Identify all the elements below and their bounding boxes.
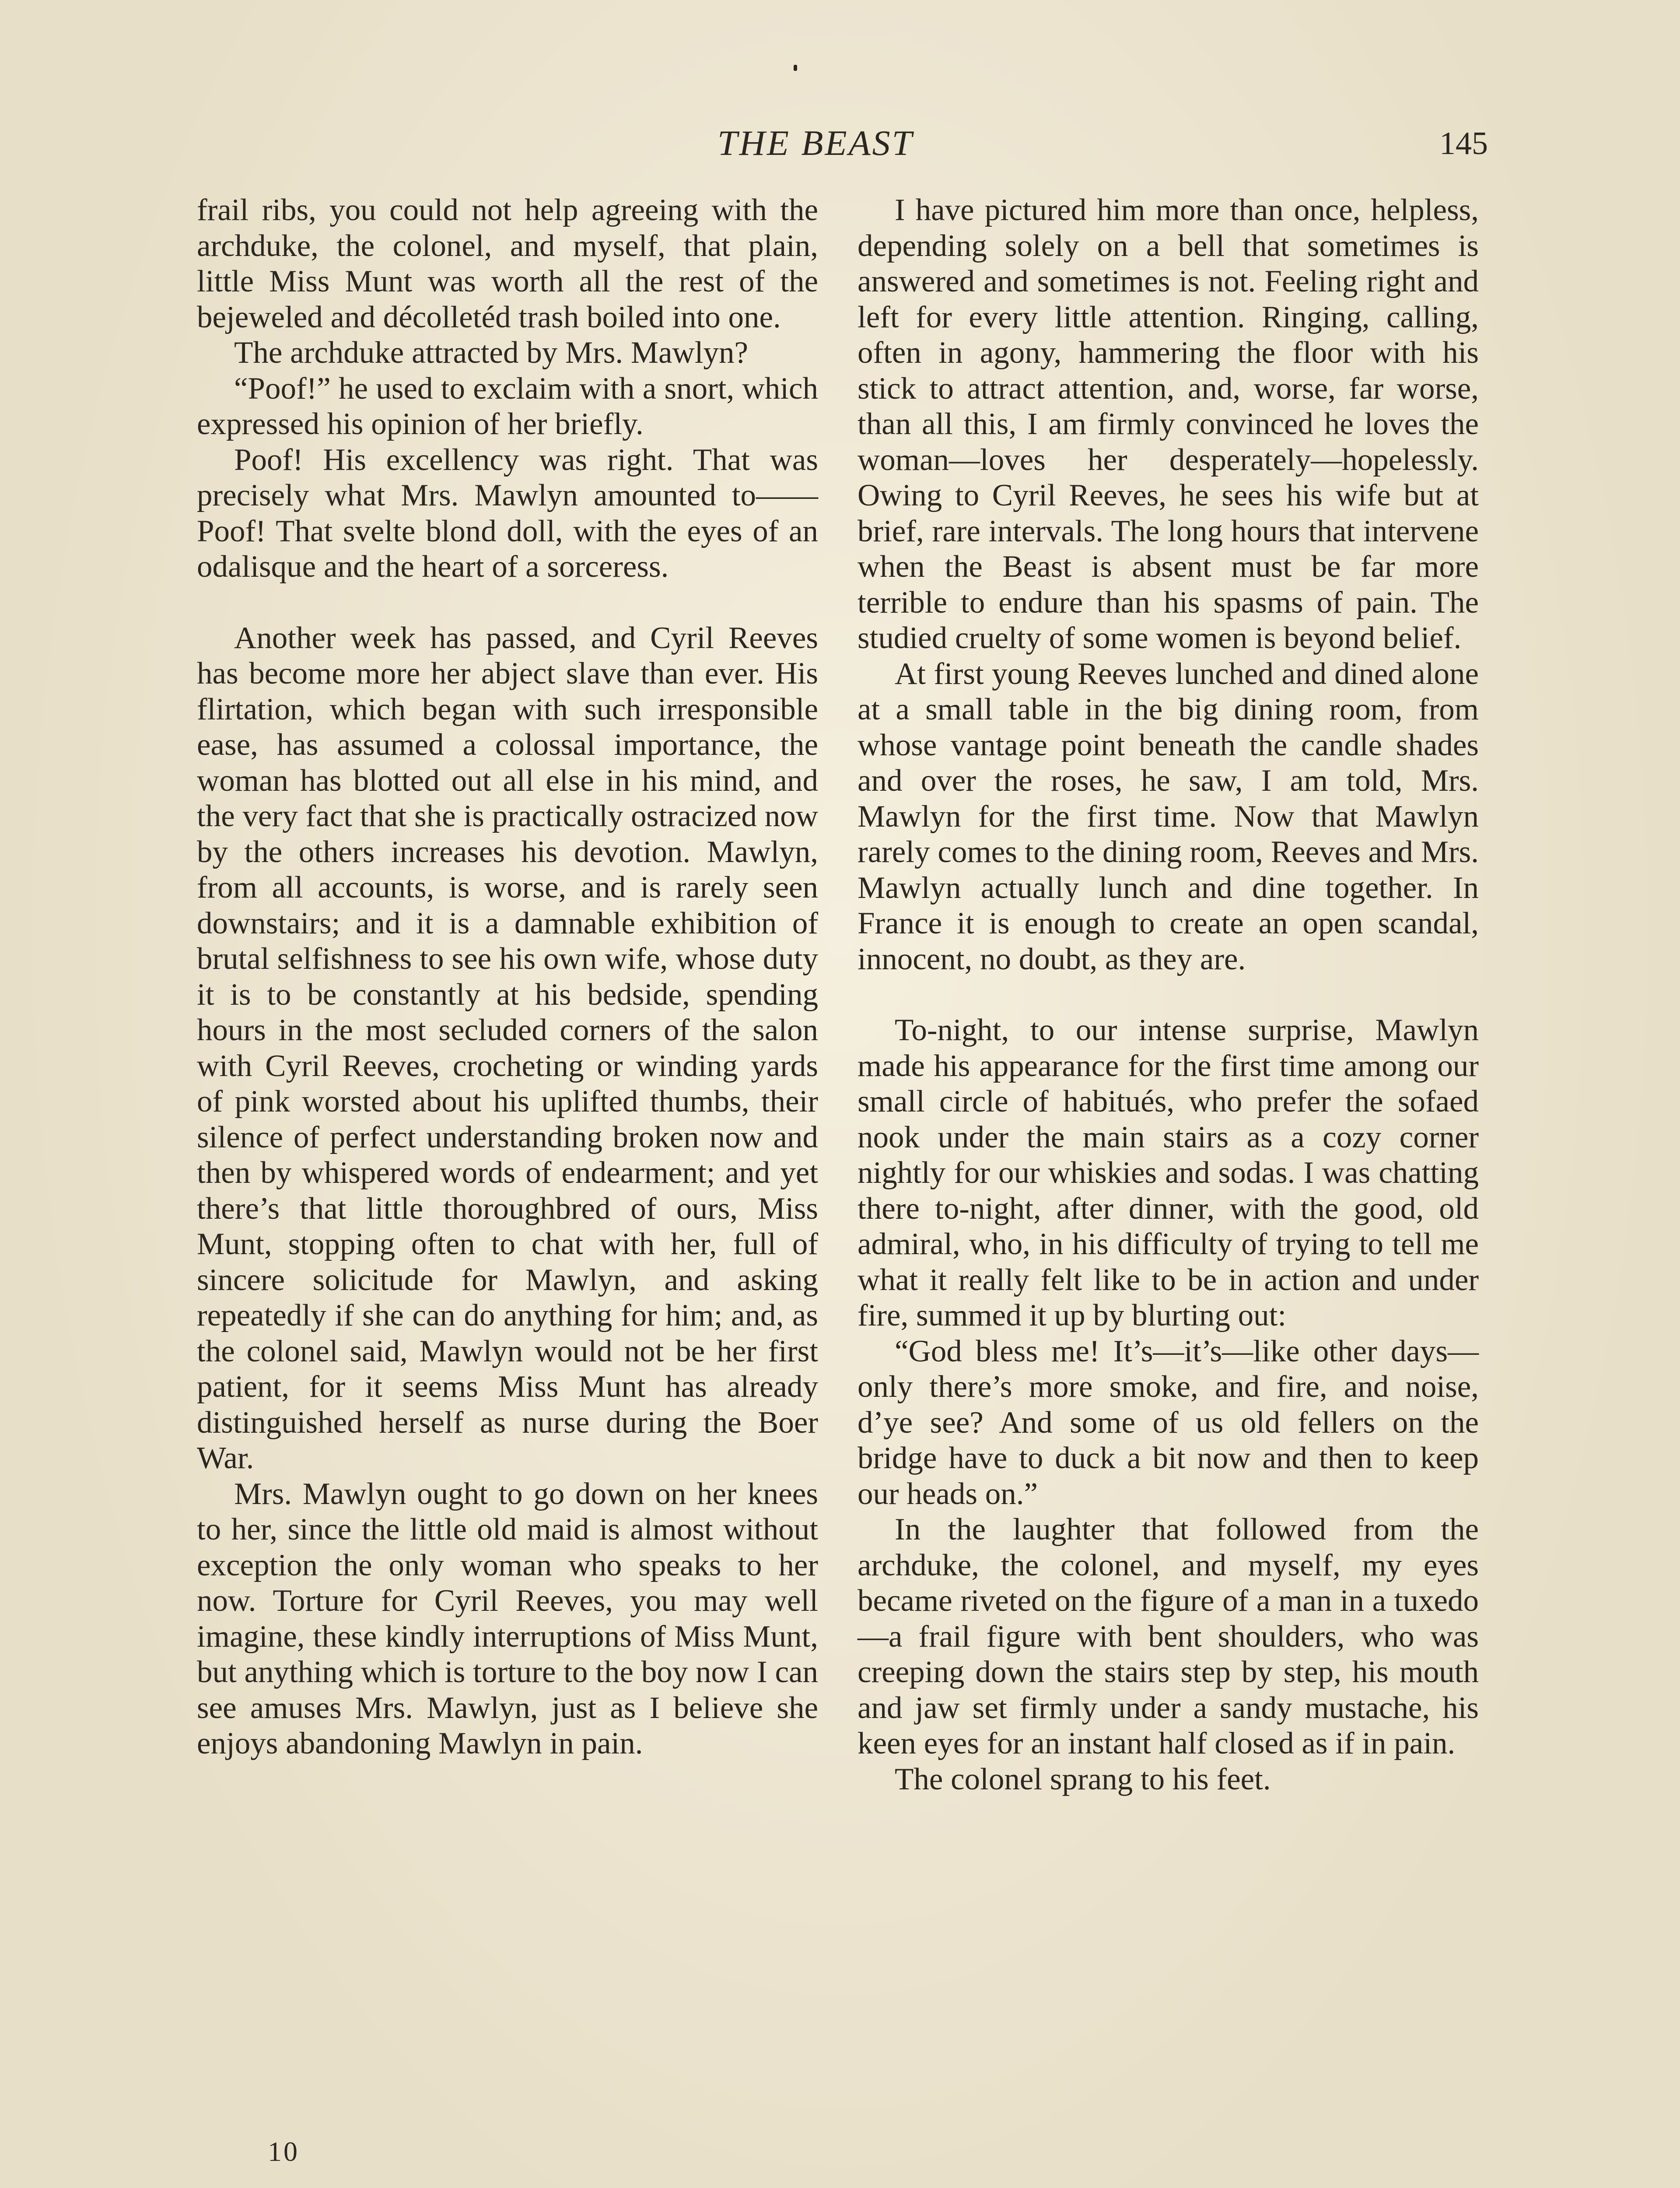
paragraph: Mrs. Mawlyn ought to go down on her knees to her, since the little old maid is almost without exception the only woman who speaks to her now. Torture for Cyril Reeves, you may well imagine, these kindly interruptions of Miss Munt, but anything which is torture to the boy now I can see amuses Mrs. Mawlyn, just as I believe she enjoys abandoning Mawlyn in pain.: [197, 1476, 818, 1760]
paragraph: I have pictured him more than once, helpless, depending solely on a bell that sometimes is answered and sometimes is not. Feeling right and left for every little attention. Ringing, calling, often in agony, hammering the floor with his stick to attract attention, and, worse, far worse, than all this, I am firmly convinced he loves the woman—loves her desperately—hopelessly. Owing to Cyril Reeves, he sees his wife but at brief, rare intervals. The long hours that intervene when the Beast is absent must be far more terrible to endure than his spasms of pain. The studied cruelty of some women is beyond belief.: [858, 193, 1479, 655]
paragraph: The archduke attracted by Mrs. Mawlyn?: [234, 336, 749, 370]
paragraph: To-night, to our intense surprise, Mawlyn made his appearance for the first time among our small circle of habitués, who prefer the sofaed nook under the main stairs as a cozy corner nightly for our whiskies and sodas. I was chatting there to-night, after dinner, with the good, old admiral, who, in his difficulty of trying to tell me what it really felt like to be in action and under fire, summed it up by blurting out:: [858, 1013, 1479, 1332]
running-title: THE BEAST: [718, 123, 914, 163]
paragraph: In the laughter that followed from the archduke, the colonel, and myself, my eyes became riveted on the figure of a man in a tuxedo—a frail figure with bent shoulders, who was creeping down the stairs step by step, his mouth and jaw set firmly under a sandy mustache, his keen eyes for an instant half closed as if in pain.: [858, 1512, 1479, 1760]
paragraph: At first young Reeves lunched and dined alone at a small table in the big dining room, from whose vantage point beneath the candle shades and over the roses, he saw, I am told, Mrs. Mawlyn for the first time. Now that Mawlyn rarely comes to the dining room, Reeves and Mrs. Mawlyn actually lunch and dine together. In France it is enough to create an open scandal, innocent, no doubt, as they are.: [858, 656, 1479, 976]
ink-speck: [794, 65, 797, 71]
paragraph: “God bless me! It’s—it’s—like other days—only there’s more smoke, and fire, and noise, d’ye see? And some of us old fellers on the bridge have to duck a bit now and then to keep our heads on.”: [858, 1334, 1479, 1511]
left-column: [197, 193, 818, 1762]
page-number: 145: [1439, 126, 1488, 161]
paragraph: frail ribs, you could not help agreeing with the archduke, the colonel, and myself, that plain, little Miss Munt was worth all the rest of the bejeweled and décolletéd trash boiled into one.: [197, 193, 818, 334]
paragraph: Poof! His excellency was right. That was precisely what Mrs. Mawlyn amounted to—— Poof! That svelte blond doll, with the eyes of an odalisque and the heart of a sorceress.: [197, 442, 818, 584]
page-header: [0, 123, 1680, 171]
paragraph: Another week has passed, and Cyril Reeves has become more her abject slave than ever. His flirtation, which began with such irresponsible ease, has assumed a colossal importance, the woman has blotted out all else in his mind, and the very fact that she is practically ostracized now by the others increases his devotion. Mawlyn, from all accounts, is worse, and is rarely seen downstairs; and it is a damnable exhibition of brutal selfishness to see his own wife, whose duty it is to be constantly at his bedside, spending hours in the most secluded corners of the salon with Cyril Reeves, crocheting or winding yards of pink worsted about his uplifted thumbs, their silence of perfect understanding broken now and then by whispered words of endearment; and yet there’s that little thoroughbred of ours, Miss Munt, stopping often to chat with her, full of sincere solicitude for Mawlyn, and asking repeatedly if she can do anything for him; and, as the colonel said, Mawlyn would not be her first patient, for it seems Miss Munt has already distinguished herself as nurse during the Boer War.: [197, 621, 818, 1475]
paragraph: “Poof!” he used to exclaim with a snort, which expressed his opinion of her briefly.: [197, 371, 818, 441]
paragraph: The colonel sprang to his feet.: [895, 1762, 1271, 1796]
signature-mark: 10: [268, 2136, 299, 2167]
right-column: [858, 193, 1479, 1797]
